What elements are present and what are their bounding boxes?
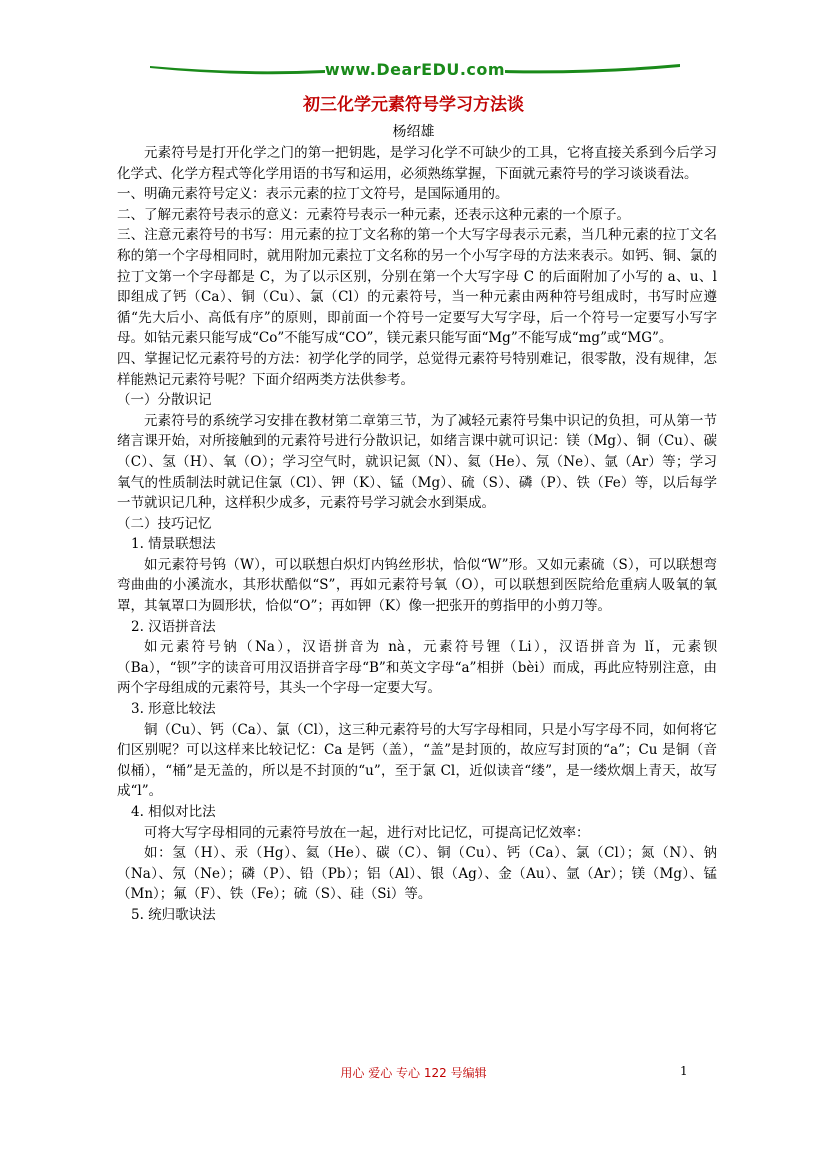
method-heading: 5. 统归歌诀法 bbox=[131, 906, 216, 923]
method-heading: 3. 形意比较法 bbox=[131, 701, 216, 718]
section-3: 三、注意元素符号的书写：用元素的拉丁文名称的第一个大写字母表示元素，当几种元素的拉丁文名称的第一个字母相同时，就用附加元素拉丁文名称的另一个小写字母的方法来表示。如钙、铜、氯的拉丁文第一个字母都是 C，为了以示区别，分别在第一个大写字母 C 的后面附加了小写的 a、u、l 即组成了钙（Ca）、铜（Cu）、氯（Cl）的元素符号，当一种元素由两种符号组成时，书写时应遵循“先大后小、高低有序”的原则，即前面一个符号一定要写大写字母，后一个符号一定要写小写字母。如钴元素只能写成“Co”不能写成“CO”，镁元素只能写面“Mg”不能写成“mg”或“MG”。 bbox=[117, 227, 717, 347]
section-4: 四、掌握记忆元素符号的方法：初学化学的同学，总觉得元素符号特别难记，很零散，没有规律，怎样能熟记元素符号呢？下面介绍两类方法供参考。 bbox=[117, 350, 717, 388]
paragraph: 如：氢（H）、汞（Hg）、氦（He）、碳（C）、铜（Cu）、钙（Ca）、氯（Cl）；氮（N）、钠（Na）、氖（Ne）；磷（P）、铅（Pb）；铝（Al）、银（Ag）、金（Au）、氩（Ar）；镁（Mg）、锰（Mn）；氟（F）、铁（Fe）；硫（S）、硅（Si）等。 bbox=[117, 845, 717, 903]
document-title: 初三化学元素符号学习方法谈 bbox=[303, 95, 524, 115]
subsection-heading: （二）技巧记忆 bbox=[117, 515, 212, 532]
section-2: 二、了解元素符号表示的意义：元素符号表示一种元素，还表示这种元素的一个原子。 bbox=[117, 206, 630, 223]
paragraph: 如元素符号钠（Na），汉语拼音为 nà，元素符号锂（Li），汉语拼音为 lǐ，元素钡（Ba），“钡”字的读音可用汉语拼音字母“B”和英文字母“a”相拼（bèi）而成，再此应特别注意，由两个字母组成的元素符号，其头一个字母一定要大写。 bbox=[117, 639, 717, 697]
section-1: 一、明确元素符号定义：表示元素的拉丁文符号，是国际通用的。 bbox=[117, 186, 509, 203]
method-heading: 2. 汉语拼音法 bbox=[131, 618, 216, 635]
subsection-heading: （一）分散识记 bbox=[117, 392, 212, 409]
paragraph: 元素符号的系统学习安排在教材第二章第三节，为了减轻元素符号集中识记的负担，可从第一节绪言课开始，对所接触到的元素符号进行分散识记，如绪言课中就可识记：镁（Mg）、铜（Cu）、碳（C）、氢（H）、氧（O）；学习空气时，就识记氮（N）、氦（He）、氖（Ne）、氩（Ar）等；学习氧气的性质制法时就记住氯（Cl）、钾（K）、锰（Mg）、硫（S）、磷（P）、铁（Fe）等，以后每学一节就识记几种，这样积少成多，元素符号学习就会水到渠成。 bbox=[117, 412, 717, 512]
site-url[interactable]: www.DearEDU.com bbox=[324, 60, 506, 79]
site-header bbox=[150, 58, 680, 84]
page-footer bbox=[0, 1064, 827, 1084]
footer-text: 用心 爱心 专心 122 号编辑 bbox=[340, 1066, 487, 1080]
paragraph: 可将大写字母相同的元素符号放在一起，进行对比记忆，可提高记忆效率： bbox=[144, 824, 590, 841]
paragraph: 如元素符号钨（W），可以联想白炽灯内钨丝形状，恰似“W”形。又如元素硫（S），可以联想弯弯曲曲的小溪流水，其形状酷似“S”，再如元素符号氧（O），可以联想到医院给危重病人吸氧的氧罩，其氧罩口为圆形状，恰似“O”；再如钾（K）像一把张开的剪指甲的小剪刀等。 bbox=[117, 556, 717, 615]
author: 杨绍雄 bbox=[392, 124, 435, 140]
method-heading: 4. 相似对比法 bbox=[131, 804, 216, 820]
document-body bbox=[117, 143, 717, 926]
paragraph: 铜（Cu）、钙（Ca）、氯（Cl），这三种元素符号的大写字母相同，只是小写字母不同，如何将它们区别呢？可以这样来比较记忆：Ca 是钙（盖），“盖”是封顶的，故应写封顶的“a”；Cu 是铜（音似桶），“桶”是无盖的，所以是不封顶的“u”，至于氯 Cl，近似读音“缕”，是一缕炊烟上青天，故写成“l”。 bbox=[117, 721, 717, 800]
method-heading: 1. 情景联想法 bbox=[131, 536, 216, 553]
intro-paragraph: 元素符号是打开化学之门的第一把钥匙，是学习化学不可缺少的工具，它将直接关系到今后学习化学式、化学方程式等化学用语的书写和运用，必须熟练掌握，下面就元素符号的学习谈谈看法。 bbox=[117, 145, 717, 182]
page-number: 1 bbox=[680, 1064, 688, 1078]
